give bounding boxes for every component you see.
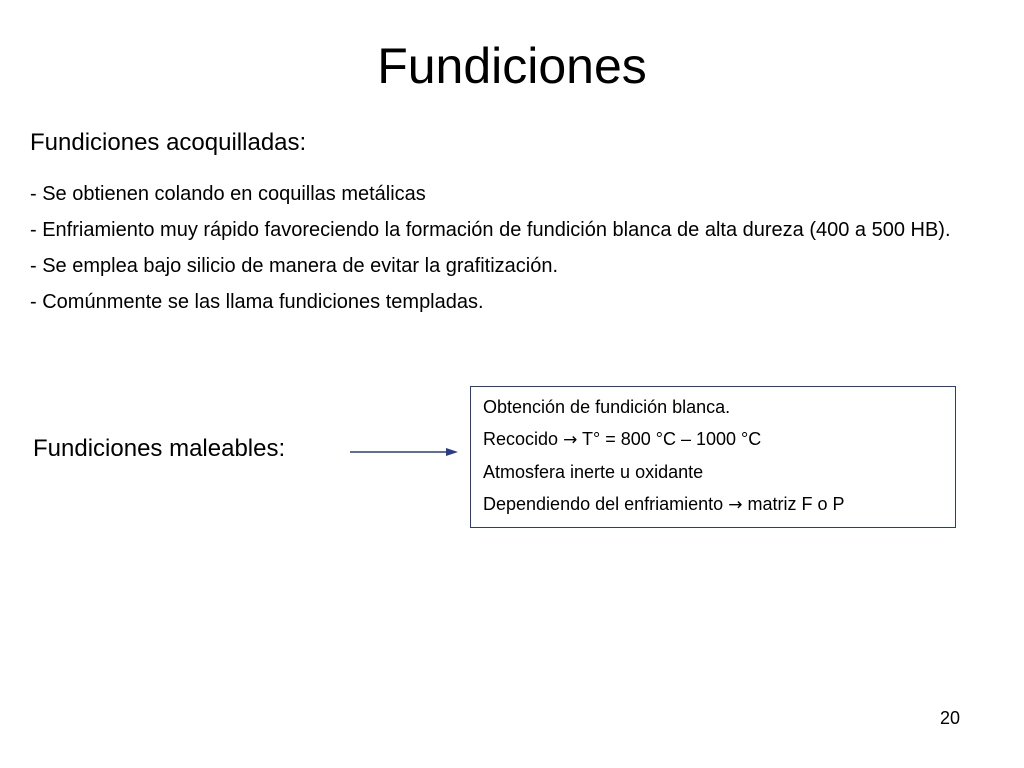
slide-title: Fundiciones <box>377 38 647 94</box>
bullet-item: - Enfriamiento muy rápido favoreciendo la formación de fundición blanca de alta dureza (400 a 500 HB). <box>30 219 951 241</box>
connector-arrow-icon <box>348 444 460 460</box>
info-line-obtencion: Obtención de fundición blanca. <box>483 397 731 417</box>
info-line-enfriamiento-result: matriz F o P <box>747 494 845 514</box>
acoquilladas-bullet-list <box>30 180 980 324</box>
bullet-item: - Comúnmente se las llama fundiciones templadas. <box>30 291 484 313</box>
info-line-atmosfera: Atmosfera inerte u oxidante <box>483 462 704 482</box>
info-line-enfriamiento-label: Dependiendo del enfriamiento <box>483 494 724 514</box>
bullet-item: - Se emplea bajo silicio de manera de evitar la grafitización. <box>30 255 559 277</box>
right-arrow-icon: → <box>563 430 578 450</box>
info-line-recocido-temperature: T° = 800 °C – 1000 °C <box>582 429 762 449</box>
maleables-info-box <box>470 386 956 528</box>
page-number: 20 <box>939 708 960 728</box>
section-heading-maleables: Fundiciones maleables: <box>33 435 286 462</box>
info-line-enfriamiento <box>483 492 955 517</box>
bullet-item: - Se obtienen colando en coquillas metálicas <box>30 183 426 205</box>
info-line-recocido-label: Recocido <box>483 429 559 449</box>
info-line-recocido <box>483 427 955 452</box>
right-arrow-icon: → <box>728 495 743 515</box>
section-heading-acoquilladas: Fundiciones acoquilladas: <box>30 129 307 156</box>
